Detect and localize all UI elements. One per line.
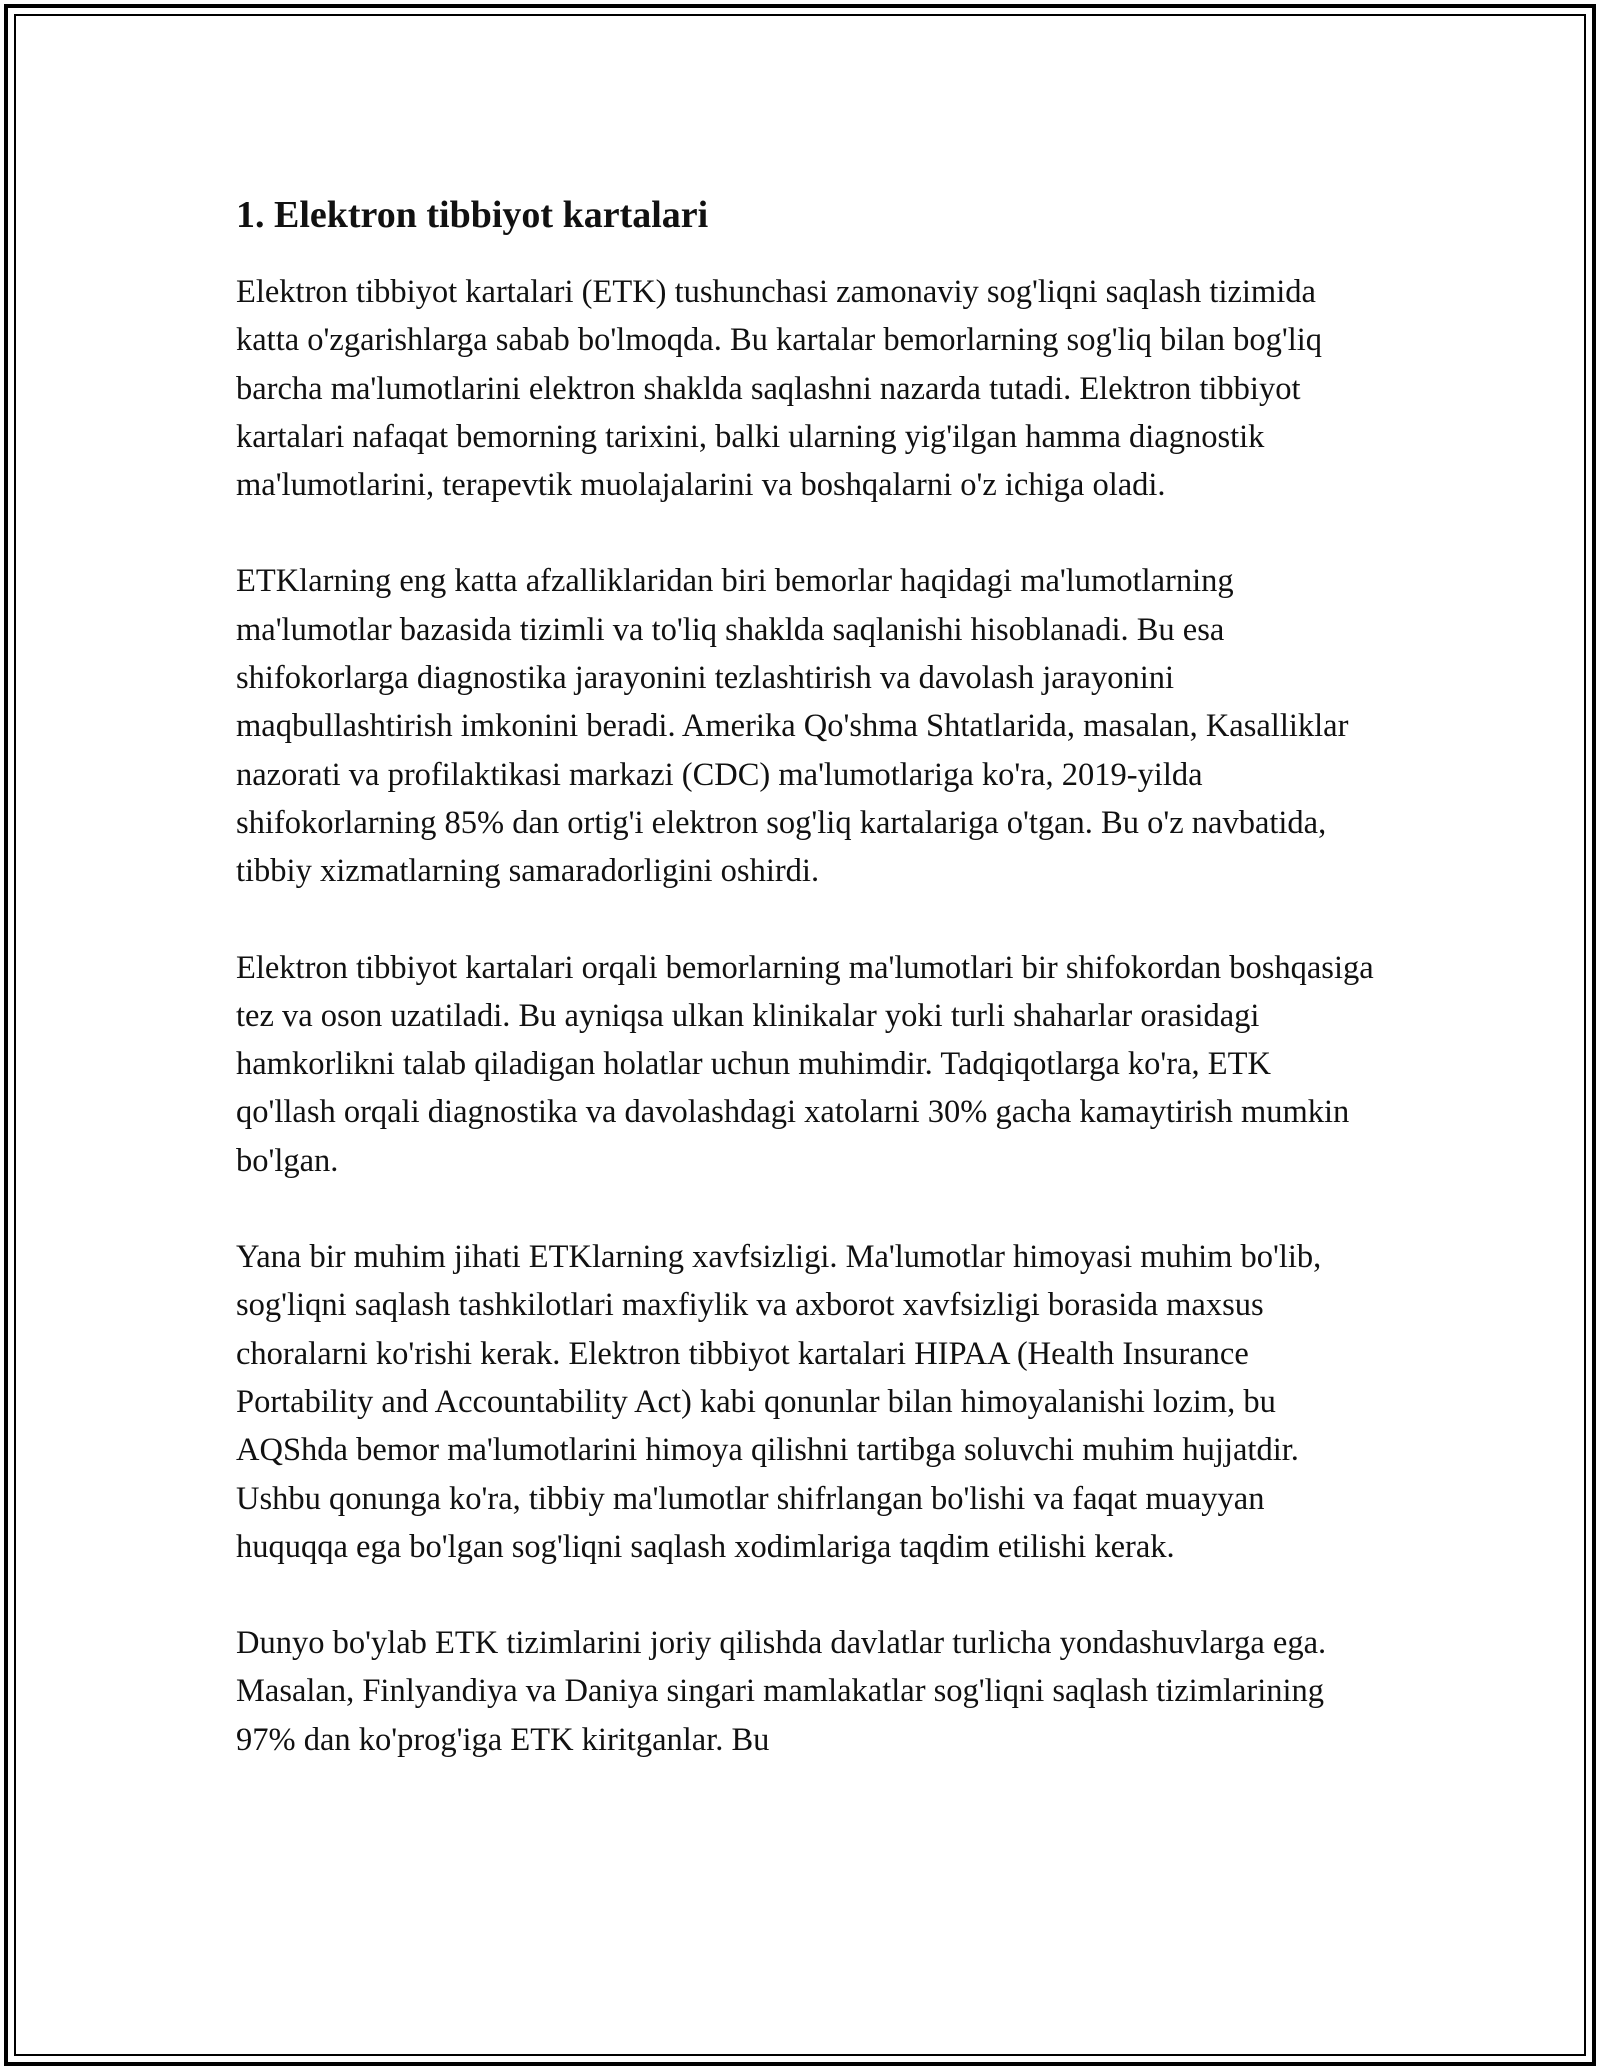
paragraph-etk-advantages: ETKlarning eng katta afzalliklaridan biri bemorlar haqidagi ma'lumotlarning ma'lumotlar bazasida tizimli va to'liq shaklda saqlanishi hisoblanadi. Bu esa shifokorlarga diagnostika jarayonini tezlashtirish va davolash jarayonini maqbullashtirish imkonini beradi. Amerika Qo'shma Shtatlarida, masalan, Kasalliklar nazorati va profilaktikasi markazi (CDC) ma'lumotlariga ko'ra, 2019-yilda shifokorlarning 85% dan ortig'i elektron sog'liq kartalariga o'tgan. Bu o'z navbatida, tibbiy xizmatlarning samaradorligini oshirdi.: [236, 563, 1349, 890]
section-heading: 1. Elektron tibbiyot kartalari: [236, 194, 709, 236]
paragraph-etk-definition: Elektron tibbiyot kartalari (ETK) tushunchasi zamonaviy sog'liqni saqlash tizimida katta o'zgarishlarga sabab bo'lmoqda. Bu kartalar bemorlarning sog'liq bilan bog'liq barcha ma'lumotlarini elektron shaklda saqlashni nazarda tutadi. Elektron tibbiyot kartalari nafaqat bemorning tarixini, balki ularning yig'ilgan hamma diagnostik ma'lumotlarini, terapevtik muolajalarini va boshqalarni o'z ichiga oladi.: [236, 274, 1323, 504]
paragraph-etk-security: Yana bir muhim jihati ETKlarning xavfsizligi. Ma'lumotlar himoyasi muhim bo'lib, sog'liqni saqlash tashkilotlari maxfiylik va axborot xavfsizligi borasida maxsus choralarni ko'rishi kerak. Elektron tibbiyot kartalari HIPAA (Health Insurance Portability and Accountability Act) kabi qonunlar bilan himoyalanishi lozim, bu AQShda bemor ma'lumotlarini himoya qilishni tartibga soluvchi muhim hujjatdir. Ushbu qonunga ko'ra, tibbiy ma'lumotlar shifrlangan bo'lishi va faqat muayyan huquqqa ega bo'lgan sog'liqni saqlash xodimlariga taqdim etilishi kerak.: [236, 1239, 1322, 1565]
document-body: [236, 190, 1376, 1812]
paragraph-etk-data-transfer: Elektron tibbiyot kartalari orqali bemorlarning ma'lumotlari bir shifokordan boshqasiga tez va oson uzatiladi. Bu ayniqsa ulkan klinikalar yoki turli shaharlar orasidagi hamkorlikni talab qiladigan holatlar uchun muhimdir. Tadqiqotlarga ko'ra, ETK qo'llash orqali diagnostika va davolashdagi xatolarni 30% gacha kamaytirish mumkin bo'lgan.: [236, 949, 1374, 1179]
paragraph-etk-worldwide: Dunyo bo'ylab ETK tizimlarini joriy qilishda davlatlar turlicha yondashuvlarga ega. Masalan, Finlyandiya va Daniya singari mamlakatlar sog'liqni saqlash tizimlarining 97% dan ko'prog'iga ETK kiritganlar. Bu: [236, 1625, 1327, 1758]
